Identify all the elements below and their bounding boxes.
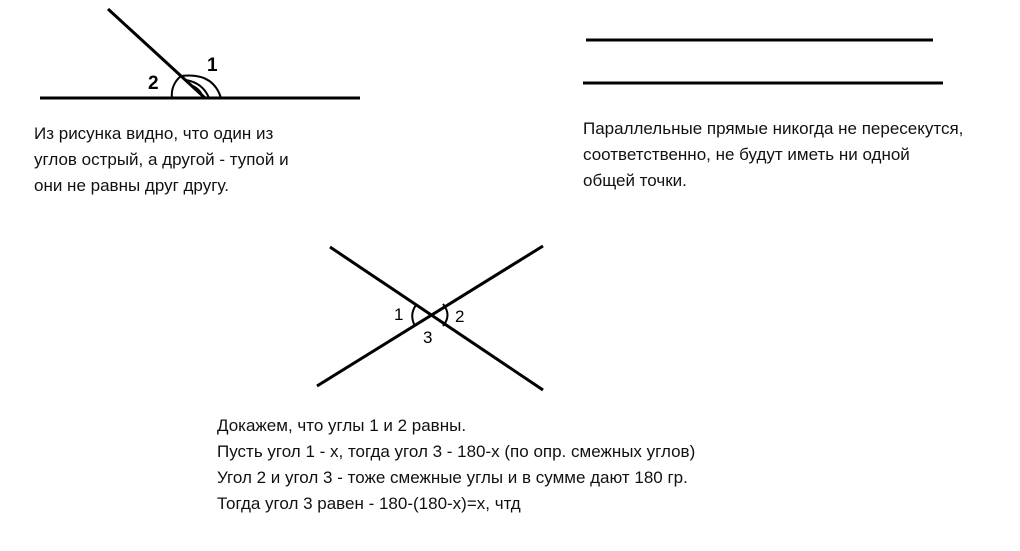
angle-label-1: 1 [207,55,218,76]
caption-line: Из рисунка видно, что один из [34,124,274,143]
adjacent-angles-caption [34,121,289,199]
proof-line: Пусть угол 1 - x, тогда угол 3 - 180-x (по опр. смежных углов) [217,442,696,461]
proof-line: Угол 2 и угол 3 - тоже смежные углы и в сумме дают 180 гр. [217,468,688,487]
caption-line: общей точки. [583,171,687,190]
angle-label-3: 3 [423,328,433,347]
angle-label-1: 1 [394,305,404,324]
proof-line: Докажем, что углы 1 и 2 равны. [217,416,467,435]
adjacent-angles-figure [40,9,360,98]
angle-arc-obtuse [172,76,181,98]
caption-line: они не равны друг другу. [34,176,229,195]
angle-label-2: 2 [455,307,465,326]
angle-arc-left [412,305,416,326]
angle-label-2: 2 [148,73,159,94]
proof-line: Тогда угол 3 равен - 180-(180-x)=x, чтд [217,494,521,513]
caption-line: Параллельные прямые никогда не пересекутся, [583,119,964,138]
caption-line: соответственно, не будут иметь ни одной [583,145,910,164]
proof-text [217,413,695,517]
parallel-lines-figure [583,40,943,83]
caption-line: углов острый, а другой - тупой и [34,150,289,169]
vertical-angles-figure [317,246,543,390]
parallel-lines-caption [583,116,963,194]
crossing-line-a [330,247,543,390]
crossing-line-b [317,246,543,386]
